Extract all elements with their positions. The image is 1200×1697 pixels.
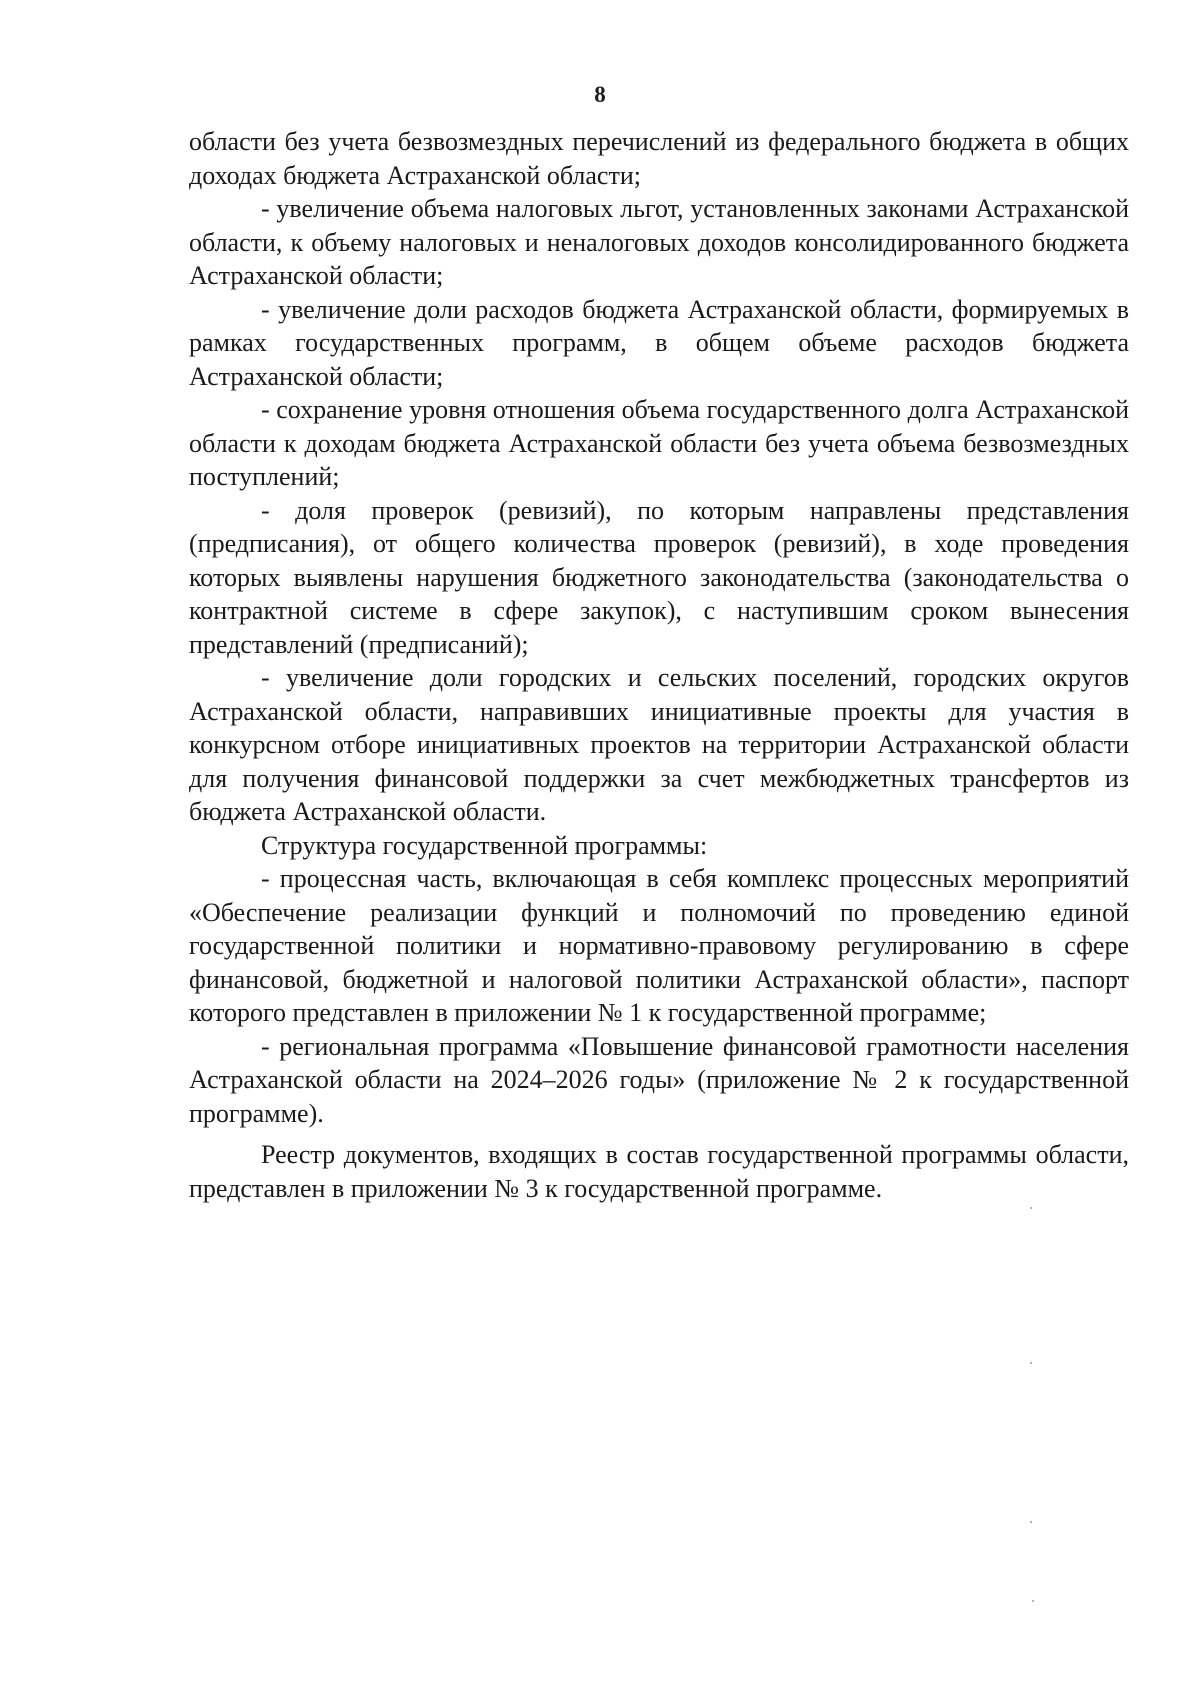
scan-speck [1030, 1362, 1032, 1364]
paragraph-continuation: области без учета безвозмездных перечислений из федерального бюджета в общих доходах бюджета Астраханской области; [189, 127, 1129, 190]
scan-speck [1030, 1207, 1032, 1209]
paragraph-regional-program: - региональная программа «Повышение финансовой грамотности населения Астраханской области на 2024–2026 годы» (приложение № 2 к государственной программе). [189, 1031, 1129, 1128]
paragraph-process-part: - процессная часть, включающая в себя комплекс процессных мероприятий «Обеспечение реализации функций и полномочий по проведению единой государственной политики и нормативно-правовому регулированию в сфере финансовой, бюджетной и налоговой политики Астраханской области», паспорт которого представлен в приложении № 1 к государственной программе; [189, 864, 1129, 1027]
paragraph-program-structure-heading: Структура государственной программы: [261, 830, 708, 860]
scan-speck [1032, 1600, 1034, 1602]
page-number: 8 [594, 82, 606, 107]
paragraph-audits: - доля проверок (ревизий), по которым направлены представления (предписания), от общего количества проверок (ревизий), в ходе проведения которых выявлены нарушения бюджетного законодательства (законодательства о контрактной системе в сфере закупок), с наступившим сроком вынесения представлений (предписаний); [189, 495, 1129, 659]
paragraph-initiative-projects: - увеличение доли городских и сельских поселений, городских округов Астраханской области, направивших инициативные проекты для участия в конкурсном отборе инициативных проектов на территории Астраханской области для получения финансовой поддержки за счет межбюджетных трансфертов из бюджета Астраханской области. [189, 663, 1129, 826]
document-body [189, 125, 1129, 1205]
scan-speck [1030, 1521, 1032, 1523]
paragraph-tax-benefits: - увеличение объема налоговых льгот, установленных законами Астраханской области, к объему налоговых и неналоговых доходов консолидированного бюджета Астраханской области; [189, 194, 1129, 290]
paragraph-debt-ratio: - сохранение уровня отношения объема государственного долга Астраханской области к доходам бюджета Астраханской области без учета объема безвозмездных поступлений; [189, 395, 1129, 491]
paragraph-registry: Реестр документов, входящих в состав государственной программы области, представлен в приложении № 3 к государственной программе. [189, 1140, 1129, 1203]
paragraph-program-expenses: - увеличение доли расходов бюджета Астраханской области, формируемых в рамках государственных программ, в общем объеме расходов бюджета Астраханской области; [189, 294, 1129, 391]
